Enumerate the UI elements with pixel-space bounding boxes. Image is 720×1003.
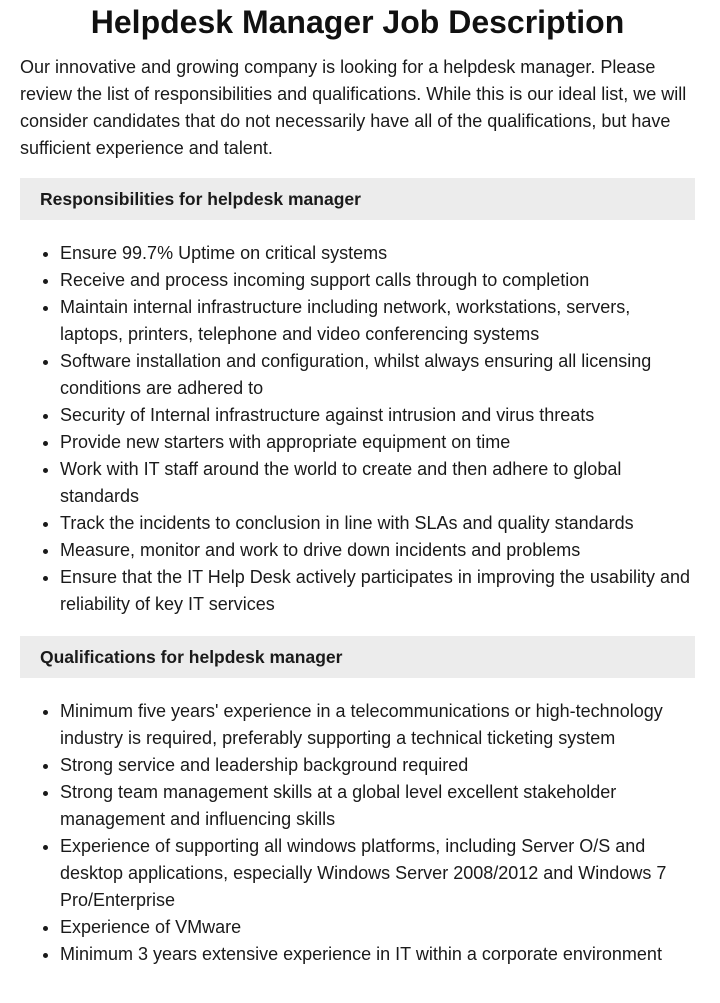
list-item: • Strong service and leadership background required — [60, 752, 695, 779]
list-item: • Minimum 3 years extensive experience in IT within a corporate environment — [60, 941, 695, 968]
intro-paragraph: Our innovative and growing company is looking for a helpdesk manager. Please review the list of responsibilities and qualifications. While this is our ideal list, we will consider candidates that do not necessarily have all of the qualifications, but have sufficient experience and talent. — [20, 57, 687, 158]
list-item: • Maintain internal infrastructure including network, workstations, servers, laptops, printers, telephone and video conferencing systems — [60, 294, 695, 348]
list-item: • Receive and process incoming support calls through to completion — [60, 267, 695, 294]
qualifications-heading: Qualifications for helpdesk manager — [20, 636, 695, 678]
list-item: • Strong team management skills at a global level excellent stakeholder management and influencing skills — [60, 779, 695, 833]
list-item: • Software installation and configuration, whilst always ensuring all licensing conditions are adhered to — [60, 348, 695, 402]
responsibilities-list — [20, 240, 695, 618]
responsibilities-heading: Responsibilities for helpdesk manager — [20, 178, 695, 220]
page-title: Helpdesk Manager Job Description — [90, 4, 625, 40]
list-item: • Security of Internal infrastructure against intrusion and virus threats — [60, 402, 695, 429]
list-item: • Provide new starters with appropriate equipment on time — [60, 429, 695, 456]
qualifications-list — [20, 698, 695, 968]
list-item: • Measure, monitor and work to drive down incidents and problems — [60, 537, 695, 564]
list-item: • Work with IT staff around the world to create and then adhere to global standards — [60, 456, 695, 510]
list-item: • Ensure that the IT Help Desk actively participates in improving the usability and reliability of key IT services — [60, 564, 695, 618]
list-item: • Ensure 99.7% Uptime on critical systems — [60, 240, 695, 267]
list-item: • Track the incidents to conclusion in line with SLAs and quality standards — [60, 510, 695, 537]
list-item: • Experience of VMware — [60, 914, 695, 941]
list-item: • Minimum five years' experience in a telecommunications or high-technology industry is required, preferably supporting a technical ticketing system — [60, 698, 695, 752]
list-item: • Experience of supporting all windows platforms, including Server O/S and desktop applications, especially Windows Server 2008/2012 and Windows 7 Pro/Enterprise — [60, 833, 695, 914]
